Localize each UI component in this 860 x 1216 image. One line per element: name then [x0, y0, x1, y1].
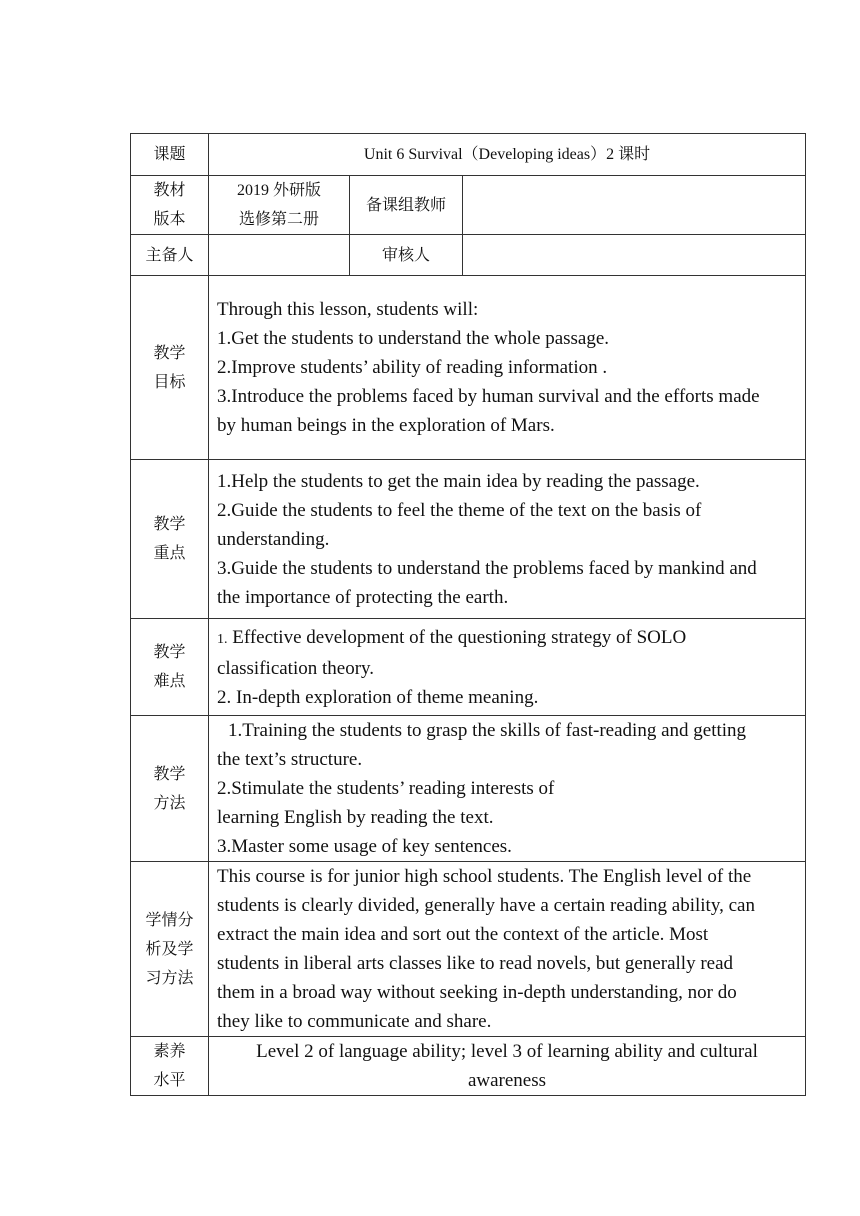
textbook-label: 教材 版本	[131, 176, 209, 235]
objectives-line: Through this lesson, students will:	[217, 299, 479, 320]
objectives-line: 3.Introduce the problems faced by human survival and the efforts made	[217, 386, 760, 407]
objectives-line: 2.Improve students’ ability of reading information .	[217, 357, 608, 378]
difficulties-label: 教学 难点	[131, 619, 209, 716]
methods-line: the text’s structure.	[217, 749, 363, 770]
analysis-line: them in a broad way without seeking in-depth understanding, nor do	[217, 982, 737, 1003]
analysis-line: This course is for junior high school students. The English level of the	[217, 866, 752, 887]
analysis-content	[209, 862, 806, 1037]
prep-group-value	[463, 176, 806, 235]
topic-label: 课题	[131, 134, 209, 176]
objectives-line: by human beings in the exploration of Mars.	[217, 415, 555, 436]
methods-line: learning English by reading the text.	[217, 807, 494, 828]
analysis-line: extract the main idea and sort out the context of the article. Most	[217, 924, 709, 945]
difficulties-content	[209, 619, 806, 716]
analysis-line: students is clearly divided, generally have a certain reading ability, can	[217, 895, 755, 916]
difficulties-line: 1. Effective development of the questioning strategy of SOLO	[217, 626, 687, 648]
key-points-line: the importance of protecting the earth.	[217, 586, 509, 608]
objectives-content	[209, 276, 806, 460]
literacy-label: 素养 水平	[131, 1037, 209, 1096]
key-points-line: 2.Guide the students to feel the theme of the text on the basis of	[217, 499, 702, 521]
literacy-row	[131, 1037, 806, 1096]
methods-line: 1.Training the students to grasp the skills of fast-reading and getting	[228, 720, 747, 741]
topic-value: Unit 6 Survival（Developing ideas）2 课时	[209, 134, 806, 176]
methods-line: 2.Stimulate the students’ reading interests of	[217, 778, 555, 799]
lesson-plan-table	[130, 133, 806, 1096]
analysis-row	[131, 862, 806, 1037]
objectives-label: 教学 目标	[131, 276, 209, 460]
objectives-line: 1.Get the students to understand the whole passage.	[217, 328, 610, 349]
key-points-row	[131, 460, 806, 619]
methods-row	[131, 716, 806, 862]
difficulties-row	[131, 619, 806, 716]
reviewer-value	[463, 235, 806, 276]
key-points-label: 教学 重点	[131, 460, 209, 619]
key-points-line: 3.Guide the students to understand the problems faced by mankind and	[217, 557, 757, 579]
textbook-row	[131, 176, 806, 235]
analysis-line: students in liberal arts classes like to read novels, but generally read	[217, 953, 734, 974]
key-points-line: understanding.	[217, 528, 330, 550]
analysis-line: they like to communicate and share.	[217, 1011, 492, 1032]
textbook-value: 2019 外研版 选修第二册	[209, 176, 350, 235]
literacy-line: Level 2 of language ability; level 3 of learning ability and cultural	[256, 1041, 758, 1062]
literacy-line: awareness	[467, 1070, 547, 1091]
methods-label: 教学 方法	[131, 716, 209, 862]
analysis-label: 学情分 析及学 习方法	[131, 862, 209, 1037]
difficulties-line: classification theory.	[217, 657, 375, 679]
key-points-line: 1.Help the students to get the main idea by reading the passage.	[217, 470, 700, 492]
difficulties-line: 2. In-depth exploration of theme meaning.	[217, 686, 539, 708]
methods-content	[209, 716, 806, 862]
author-value	[209, 235, 350, 276]
methods-line: 3.Master some usage of key sentences.	[217, 836, 512, 857]
topic-row	[131, 134, 806, 176]
literacy-content	[209, 1037, 806, 1096]
prep-group-label: 备课组教师	[350, 176, 463, 235]
author-row	[131, 235, 806, 276]
objectives-row	[131, 276, 806, 460]
reviewer-label: 审核人	[350, 235, 463, 276]
author-label: 主备人	[131, 235, 209, 276]
key-points-content	[209, 460, 806, 619]
